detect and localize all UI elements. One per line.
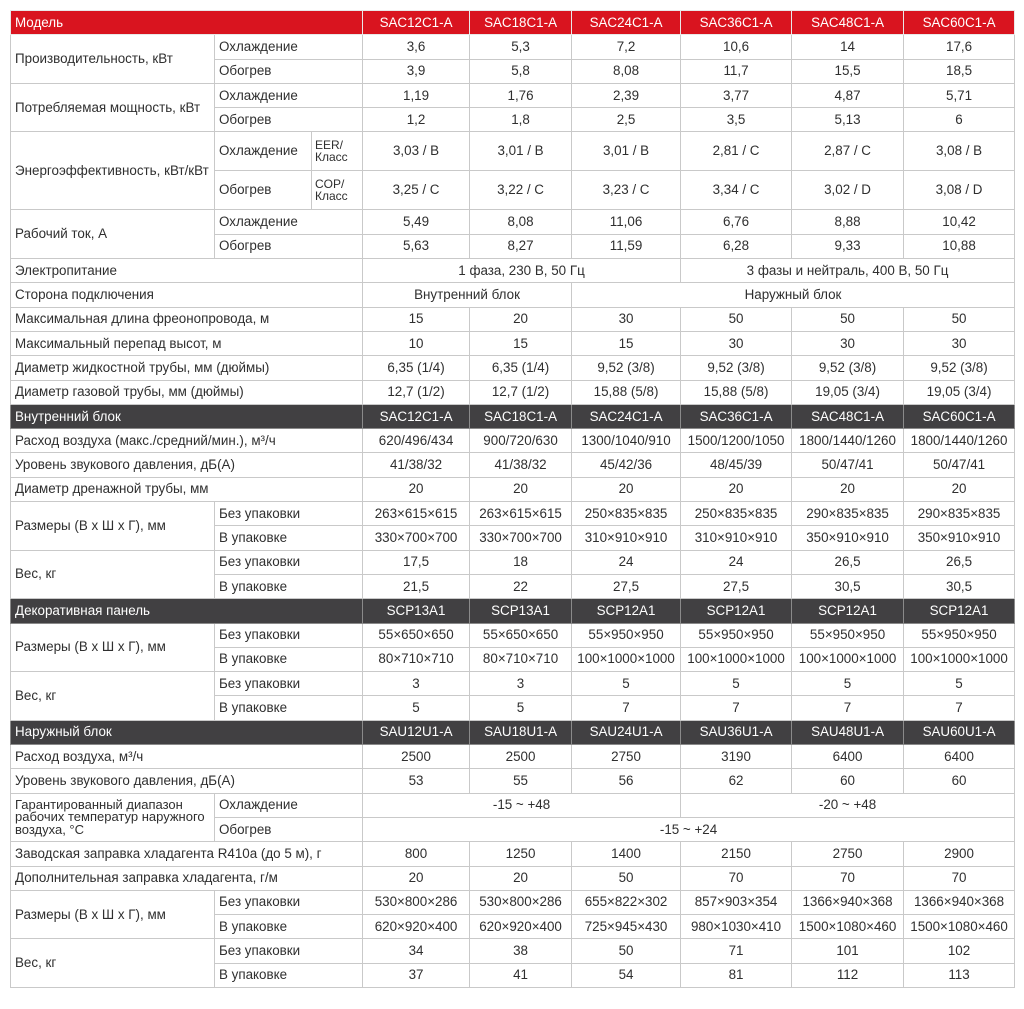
max-length-value: 50 (904, 307, 1015, 331)
table-row (11, 502, 1015, 526)
indoor-airflow-label: Расход воздуха (макс./средний/мин.), м³/ч (11, 429, 363, 453)
outdoor-title: Наружный блок (11, 720, 363, 744)
gas-pipe-value: 12,7 (1/2) (470, 380, 572, 404)
table-row (11, 210, 1015, 234)
indoor-dims-unpacked: 290×835×835 (792, 502, 904, 526)
indoor-airflow-value: 620/496/434 (363, 429, 470, 453)
panel-weight-packed: 7 (681, 696, 792, 720)
header-title: Модель (11, 11, 363, 35)
power-heating-value: 1,8 (470, 108, 572, 132)
power-heating-value: 6 (904, 108, 1015, 132)
indoor-dims-packed: 310×910×910 (681, 526, 792, 550)
outdoor-dims-packed: 1500×1080×460 (792, 915, 904, 939)
cop-label: COP/ Класс (312, 171, 363, 210)
indoor-drain-label: Диаметр дренажной трубы, мм (11, 477, 363, 501)
outdoor-charge-value: 2750 (792, 842, 904, 866)
indoor-model: SAC36C1-A (681, 404, 792, 428)
unpacked-label: Без упаковки (215, 672, 363, 696)
efficiency-heating-value: 3,22 / C (470, 171, 572, 210)
efficiency-cooling-value: 3,01 / B (572, 132, 681, 171)
max-length-value: 15 (363, 307, 470, 331)
indoor-model: SAC60C1-A (904, 404, 1015, 428)
outdoor-dims-unpacked: 1366×940×368 (904, 890, 1015, 914)
liquid-pipe-value: 9,52 (3/8) (681, 356, 792, 380)
table-row (11, 307, 1015, 331)
capacity-cooling-value: 14 (792, 35, 904, 59)
capacity-heating-value: 15,5 (792, 59, 904, 83)
indoor-weight-unpacked: 17,5 (363, 550, 470, 574)
indoor-airflow-value: 1800/1440/1260 (904, 429, 1015, 453)
max-height-value: 10 (363, 331, 470, 355)
liquid-pipe-label: Диаметр жидкостной трубы, мм (дюймы) (11, 356, 363, 380)
header-model: SAC60C1-A (904, 11, 1015, 35)
outdoor-airflow-value: 2750 (572, 745, 681, 769)
current-heating-value: 6,28 (681, 234, 792, 258)
current-heating-value: 11,59 (572, 234, 681, 258)
cooling-label: Охлаждение (215, 793, 363, 817)
unpacked-label: Без упаковки (215, 502, 363, 526)
power-cooling-value: 5,71 (904, 83, 1015, 107)
outdoor-dims-packed: 620×920×400 (470, 915, 572, 939)
capacity-heating-value: 11,7 (681, 59, 792, 83)
outdoor-range-cooling-small: -15 ~ +48 (363, 793, 681, 817)
liquid-pipe-value: 9,52 (3/8) (792, 356, 904, 380)
outdoor-model: SAU36U1-A (681, 720, 792, 744)
indoor-weight-unpacked: 18 (470, 550, 572, 574)
power-cooling-value: 1,19 (363, 83, 470, 107)
gas-pipe-label: Диаметр газовой трубы, мм (дюймы) (11, 380, 363, 404)
indoor-drain-value: 20 (470, 477, 572, 501)
outdoor-airflow-value: 2500 (470, 745, 572, 769)
current-label: Рабочий ток, А (11, 210, 215, 259)
indoor-model: SAC48C1-A (792, 404, 904, 428)
cooling-label: Охлаждение (215, 35, 363, 59)
panel-dims-packed: 100×1000×1000 (681, 647, 792, 671)
indoor-dims-packed: 350×910×910 (904, 526, 1015, 550)
table-row (11, 259, 1015, 283)
current-heating-value: 10,88 (904, 234, 1015, 258)
indoor-drain-value: 20 (363, 477, 470, 501)
packed-label: В упаковке (215, 647, 363, 671)
panel-weight-packed: 5 (470, 696, 572, 720)
panel-weight-unpacked: 3 (363, 672, 470, 696)
panel-dims-unpacked: 55×950×950 (792, 623, 904, 647)
spec-table-container (10, 10, 1014, 988)
indoor-airflow-value: 1800/1440/1260 (792, 429, 904, 453)
table-row (11, 842, 1015, 866)
outdoor-dims-packed: 980×1030×410 (681, 915, 792, 939)
spec-table (10, 10, 1015, 988)
outdoor-noise-value: 56 (572, 769, 681, 793)
panel-weight-packed: 7 (572, 696, 681, 720)
indoor-model: SAC12C1-A (363, 404, 470, 428)
outdoor-airflow-value: 2500 (363, 745, 470, 769)
indoor-noise-value: 41/38/32 (363, 453, 470, 477)
panel-dims-label: Размеры (В х Ш х Г), мм (11, 623, 215, 672)
efficiency-heating-value: 3,34 / C (681, 171, 792, 210)
outdoor-charge-value: 1250 (470, 842, 572, 866)
panel-weight-unpacked: 5 (681, 672, 792, 696)
max-height-value: 30 (681, 331, 792, 355)
indoor-weight-packed: 21,5 (363, 574, 470, 598)
panel-dims-packed: 80×710×710 (363, 647, 470, 671)
indoor-drain-value: 20 (681, 477, 792, 501)
outdoor-charge-value: 2900 (904, 842, 1015, 866)
outdoor-noise-value: 53 (363, 769, 470, 793)
panel-dims-unpacked: 55×650×650 (363, 623, 470, 647)
cooling-label: Охлаждение (215, 83, 363, 107)
power-cooling-value: 2,39 (572, 83, 681, 107)
max-height-label: Максимальный перепад высот, м (11, 331, 363, 355)
indoor-airflow-value: 900/720/630 (470, 429, 572, 453)
panel-weight-unpacked: 5 (792, 672, 904, 696)
outdoor-weight-unpacked: 71 (681, 939, 792, 963)
table-row (11, 793, 1015, 817)
indoor-weight-packed: 22 (470, 574, 572, 598)
outdoor-weight-packed: 41 (470, 963, 572, 987)
efficiency-cooling-value: 2,81 / C (681, 132, 792, 171)
indoor-noise-value: 48/45/39 (681, 453, 792, 477)
indoor-weight-unpacked: 24 (681, 550, 792, 574)
current-cooling-value: 6,76 (681, 210, 792, 234)
capacity-heating-value: 18,5 (904, 59, 1015, 83)
max-length-value: 30 (572, 307, 681, 331)
power-label: Потребляемая мощность, кВт (11, 83, 215, 132)
power-heating-value: 5,13 (792, 108, 904, 132)
indoor-weight-label: Вес, кг (11, 550, 215, 599)
panel-weight-unpacked: 3 (470, 672, 572, 696)
panel-dims-unpacked: 55×950×950 (904, 623, 1015, 647)
panel-section-header (11, 599, 1015, 623)
outdoor-extra-charge-value: 70 (681, 866, 792, 890)
outdoor-dims-unpacked: 530×800×286 (363, 890, 470, 914)
outdoor-range-cooling-large: -20 ~ +48 (681, 793, 1015, 817)
indoor-dims-packed: 350×910×910 (792, 526, 904, 550)
efficiency-cooling-value: 3,03 / B (363, 132, 470, 171)
power-heating-value: 1,2 (363, 108, 470, 132)
panel-dims-unpacked: 55×950×950 (572, 623, 681, 647)
outdoor-range-label: Гарантированный диапазон рабочих температур наружного воздуха, °С (11, 793, 215, 842)
outdoor-model: SAU18U1-A (470, 720, 572, 744)
header-model: SAC36C1-A (681, 11, 792, 35)
packed-label: В упаковке (215, 963, 363, 987)
indoor-drain-value: 20 (792, 477, 904, 501)
indoor-model: SAC18C1-A (470, 404, 572, 428)
panel-weight-packed: 7 (904, 696, 1015, 720)
indoor-weight-packed: 30,5 (792, 574, 904, 598)
efficiency-heating-value: 3,23 / C (572, 171, 681, 210)
capacity-label: Производительность, кВт (11, 35, 215, 84)
current-cooling-value: 8,08 (470, 210, 572, 234)
max-length-value: 50 (792, 307, 904, 331)
panel-model: SCP12A1 (572, 599, 681, 623)
indoor-dims-packed: 330×700×700 (470, 526, 572, 550)
indoor-dims-unpacked: 250×835×835 (681, 502, 792, 526)
outdoor-dims-label: Размеры (В х Ш х Г), мм (11, 890, 215, 939)
power-cooling-value: 3,77 (681, 83, 792, 107)
table-row (11, 939, 1015, 963)
max-height-value: 15 (572, 331, 681, 355)
packed-label: В упаковке (215, 526, 363, 550)
outdoor-airflow-label: Расход воздуха, м³/ч (11, 745, 363, 769)
panel-model: SCP12A1 (681, 599, 792, 623)
outdoor-weight-label: Вес, кг (11, 939, 215, 988)
outdoor-airflow-value: 6400 (904, 745, 1015, 769)
indoor-airflow-value: 1500/1200/1050 (681, 429, 792, 453)
outdoor-noise-value: 62 (681, 769, 792, 793)
indoor-airflow-value: 1300/1040/910 (572, 429, 681, 453)
current-cooling-value: 5,49 (363, 210, 470, 234)
outdoor-noise-label: Уровень звукового давления, дБ(А) (11, 769, 363, 793)
unpacked-label: Без упаковки (215, 623, 363, 647)
heating-label: Обогрев (215, 171, 312, 210)
outdoor-weight-unpacked: 34 (363, 939, 470, 963)
outdoor-extra-charge-value: 50 (572, 866, 681, 890)
indoor-dims-unpacked: 263×615×615 (363, 502, 470, 526)
current-heating-value: 8,27 (470, 234, 572, 258)
indoor-noise-value: 45/42/36 (572, 453, 681, 477)
table-row (11, 769, 1015, 793)
outdoor-extra-charge-value: 70 (792, 866, 904, 890)
current-cooling-value: 11,06 (572, 210, 681, 234)
supply-label: Электропитание (11, 259, 363, 283)
outdoor-weight-unpacked: 102 (904, 939, 1015, 963)
indoor-title: Внутренний блок (11, 404, 363, 428)
table-row (11, 356, 1015, 380)
table-row (11, 453, 1015, 477)
indoor-weight-unpacked: 24 (572, 550, 681, 574)
indoor-weight-unpacked: 26,5 (792, 550, 904, 574)
efficiency-heating-value: 3,08 / D (904, 171, 1015, 210)
outdoor-weight-packed: 81 (681, 963, 792, 987)
capacity-cooling-value: 17,6 (904, 35, 1015, 59)
gas-pipe-value: 15,88 (5/8) (572, 380, 681, 404)
indoor-weight-unpacked: 26,5 (904, 550, 1015, 574)
liquid-pipe-value: 9,52 (3/8) (904, 356, 1015, 380)
indoor-drain-value: 20 (572, 477, 681, 501)
heating-label: Обогрев (215, 234, 363, 258)
liquid-pipe-value: 6,35 (1/4) (470, 356, 572, 380)
power-heating-value: 2,5 (572, 108, 681, 132)
efficiency-cooling-value: 3,01 / B (470, 132, 572, 171)
indoor-noise-value: 50/47/41 (904, 453, 1015, 477)
outdoor-weight-packed: 54 (572, 963, 681, 987)
efficiency-heating-value: 3,02 / D (792, 171, 904, 210)
supply-single-phase: 1 фаза, 230 В, 50 Гц (363, 259, 681, 283)
outdoor-dims-unpacked: 1366×940×368 (792, 890, 904, 914)
gas-pipe-value: 19,05 (3/4) (904, 380, 1015, 404)
capacity-heating-value: 8,08 (572, 59, 681, 83)
table-row (11, 477, 1015, 501)
outdoor-model: SAU60U1-A (904, 720, 1015, 744)
indoor-dims-packed: 310×910×910 (572, 526, 681, 550)
outdoor-dims-unpacked: 857×903×354 (681, 890, 792, 914)
panel-weight-label: Вес, кг (11, 672, 215, 721)
outdoor-dims-packed: 1500×1080×460 (904, 915, 1015, 939)
gas-pipe-value: 15,88 (5/8) (681, 380, 792, 404)
indoor-drain-value: 20 (904, 477, 1015, 501)
max-length-value: 50 (681, 307, 792, 331)
efficiency-cooling-value: 3,08 / B (904, 132, 1015, 171)
indoor-dims-unpacked: 290×835×835 (904, 502, 1015, 526)
header-model: SAC24C1-A (572, 11, 681, 35)
max-length-value: 20 (470, 307, 572, 331)
panel-weight-packed: 5 (363, 696, 470, 720)
outdoor-weight-unpacked: 50 (572, 939, 681, 963)
panel-weight-packed: 7 (792, 696, 904, 720)
connection-indoor: Внутренний блок (363, 283, 572, 307)
panel-model: SCP13A1 (363, 599, 470, 623)
panel-dims-unpacked: 55×650×650 (470, 623, 572, 647)
liquid-pipe-value: 6,35 (1/4) (363, 356, 470, 380)
table-row (11, 83, 1015, 107)
packed-label: В упаковке (215, 915, 363, 939)
connection-label: Сторона подключения (11, 283, 363, 307)
connection-outdoor: Наружный блок (572, 283, 1015, 307)
power-heating-value: 3,5 (681, 108, 792, 132)
capacity-cooling-value: 7,2 (572, 35, 681, 59)
outdoor-dims-packed: 620×920×400 (363, 915, 470, 939)
outdoor-model: SAU12U1-A (363, 720, 470, 744)
capacity-cooling-value: 5,3 (470, 35, 572, 59)
packed-label: В упаковке (215, 574, 363, 598)
outdoor-model: SAU48U1-A (792, 720, 904, 744)
liquid-pipe-value: 9,52 (3/8) (572, 356, 681, 380)
outdoor-noise-value: 55 (470, 769, 572, 793)
outdoor-extra-charge-value: 20 (470, 866, 572, 890)
outdoor-charge-value: 800 (363, 842, 470, 866)
header-model: SAC48C1-A (792, 11, 904, 35)
indoor-weight-packed: 27,5 (681, 574, 792, 598)
panel-weight-unpacked: 5 (904, 672, 1015, 696)
table-row (11, 672, 1015, 696)
max-height-value: 30 (904, 331, 1015, 355)
table-row (11, 380, 1015, 404)
indoor-noise-value: 41/38/32 (470, 453, 572, 477)
table-row (11, 331, 1015, 355)
panel-dims-packed: 80×710×710 (470, 647, 572, 671)
power-cooling-value: 4,87 (792, 83, 904, 107)
max-height-value: 30 (792, 331, 904, 355)
indoor-dims-unpacked: 250×835×835 (572, 502, 681, 526)
outdoor-dims-unpacked: 530×800×286 (470, 890, 572, 914)
heating-label: Обогрев (215, 108, 363, 132)
outdoor-charge-value: 1400 (572, 842, 681, 866)
table-row (11, 132, 1015, 171)
unpacked-label: Без упаковки (215, 939, 363, 963)
table-row (11, 866, 1015, 890)
outdoor-extra-charge-label: Дополнительная заправка хладагента, г/м (11, 866, 363, 890)
heating-label: Обогрев (215, 817, 363, 841)
indoor-weight-packed: 30,5 (904, 574, 1015, 598)
outdoor-extra-charge-value: 70 (904, 866, 1015, 890)
indoor-noise-label: Уровень звукового давления, дБ(А) (11, 453, 363, 477)
indoor-dims-label: Размеры (В х Ш х Г), мм (11, 502, 215, 551)
panel-model: SCP12A1 (792, 599, 904, 623)
outdoor-model: SAU24U1-A (572, 720, 681, 744)
table-row (11, 890, 1015, 914)
indoor-weight-packed: 27,5 (572, 574, 681, 598)
outdoor-airflow-value: 3190 (681, 745, 792, 769)
panel-model: SCP13A1 (470, 599, 572, 623)
power-cooling-value: 1,76 (470, 83, 572, 107)
outdoor-range-heating: -15 ~ +24 (363, 817, 1015, 841)
outdoor-charge-label: Заводская заправка хладагента R410a (до 5 м), г (11, 842, 363, 866)
unpacked-label: Без упаковки (215, 550, 363, 574)
current-heating-value: 5,63 (363, 234, 470, 258)
panel-dims-packed: 100×1000×1000 (792, 647, 904, 671)
header-row (11, 11, 1015, 35)
panel-title: Декоративная панель (11, 599, 363, 623)
outdoor-weight-unpacked: 101 (792, 939, 904, 963)
panel-model: SCP12A1 (904, 599, 1015, 623)
outdoor-extra-charge-value: 20 (363, 866, 470, 890)
outdoor-charge-value: 2150 (681, 842, 792, 866)
outdoor-noise-value: 60 (792, 769, 904, 793)
outdoor-dims-packed: 725×945×430 (572, 915, 681, 939)
table-row (11, 745, 1015, 769)
gas-pipe-value: 19,05 (3/4) (792, 380, 904, 404)
unpacked-label: Без упаковки (215, 890, 363, 914)
outdoor-noise-value: 60 (904, 769, 1015, 793)
capacity-heating-value: 5,8 (470, 59, 572, 83)
current-cooling-value: 8,88 (792, 210, 904, 234)
supply-three-phase: 3 фазы и нейтраль, 400 В, 50 Гц (681, 259, 1015, 283)
indoor-noise-value: 50/47/41 (792, 453, 904, 477)
table-row (11, 283, 1015, 307)
outdoor-weight-packed: 113 (904, 963, 1015, 987)
indoor-dims-packed: 330×700×700 (363, 526, 470, 550)
efficiency-heating-value: 3,25 / C (363, 171, 470, 210)
outdoor-weight-unpacked: 38 (470, 939, 572, 963)
indoor-section-header (11, 404, 1015, 428)
efficiency-cooling-value: 2,87 / C (792, 132, 904, 171)
efficiency-label: Энергоэффективность, кВт/кВт (11, 132, 215, 210)
outdoor-dims-unpacked: 655×822×302 (572, 890, 681, 914)
outdoor-section-header (11, 720, 1015, 744)
panel-dims-unpacked: 55×950×950 (681, 623, 792, 647)
packed-label: В упаковке (215, 696, 363, 720)
outdoor-airflow-value: 6400 (792, 745, 904, 769)
panel-dims-packed: 100×1000×1000 (572, 647, 681, 671)
eer-label: EER/ Класс (312, 132, 363, 171)
table-row (11, 550, 1015, 574)
capacity-cooling-value: 3,6 (363, 35, 470, 59)
outdoor-weight-packed: 37 (363, 963, 470, 987)
header-model: SAC18C1-A (470, 11, 572, 35)
panel-dims-packed: 100×1000×1000 (904, 647, 1015, 671)
panel-weight-unpacked: 5 (572, 672, 681, 696)
header-model: SAC12C1-A (363, 11, 470, 35)
current-heating-value: 9,33 (792, 234, 904, 258)
gas-pipe-value: 12,7 (1/2) (363, 380, 470, 404)
capacity-heating-value: 3,9 (363, 59, 470, 83)
max-length-label: Максимальная длина фреонопровода, м (11, 307, 363, 331)
table-row (11, 623, 1015, 647)
max-height-value: 15 (470, 331, 572, 355)
table-row (11, 429, 1015, 453)
table-row (11, 35, 1015, 59)
cooling-label: Охлаждение (215, 132, 312, 171)
cooling-label: Охлаждение (215, 210, 363, 234)
current-cooling-value: 10,42 (904, 210, 1015, 234)
indoor-model: SAC24C1-A (572, 404, 681, 428)
heating-label: Обогрев (215, 59, 363, 83)
capacity-cooling-value: 10,6 (681, 35, 792, 59)
indoor-dims-unpacked: 263×615×615 (470, 502, 572, 526)
outdoor-weight-packed: 112 (792, 963, 904, 987)
